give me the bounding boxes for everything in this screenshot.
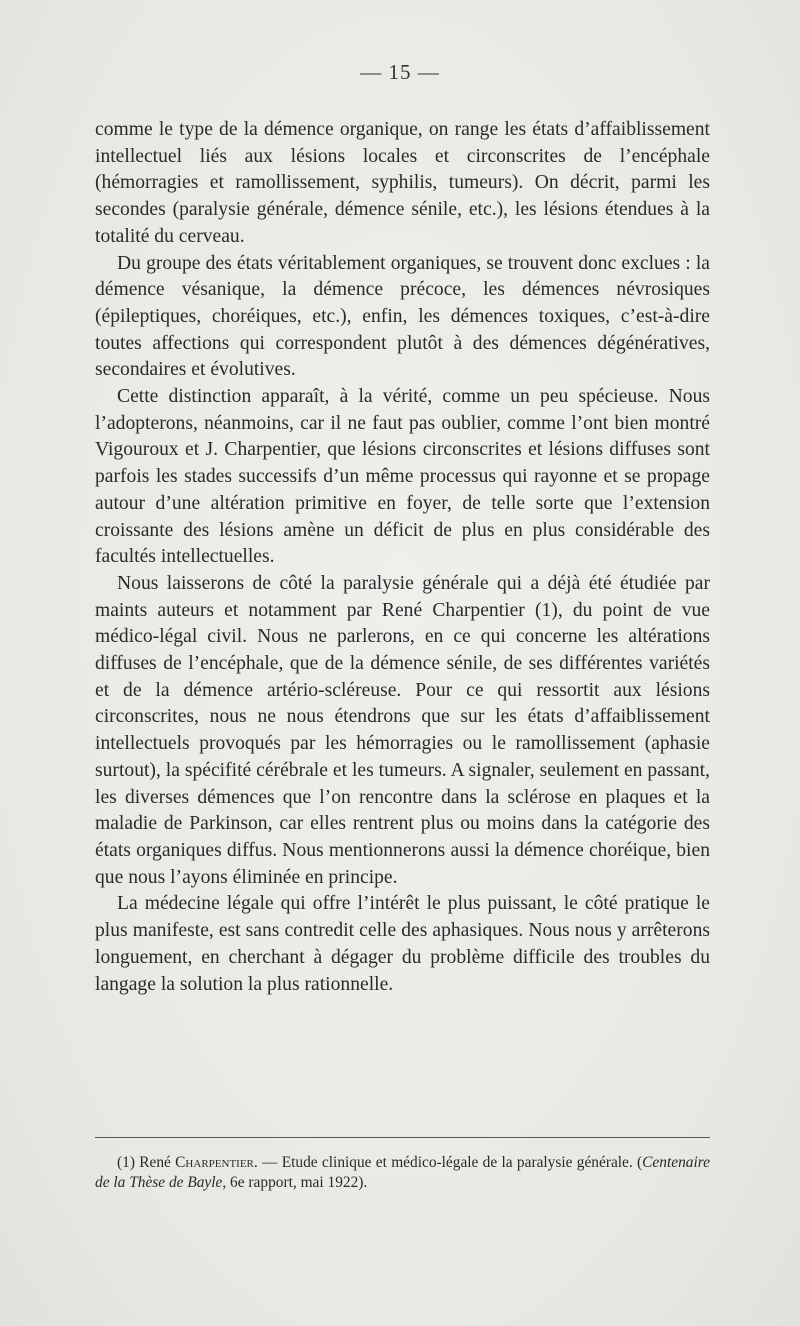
paragraph-5: La médecine légale qui offre l’intérêt le plus puissant, le côté pratique le plus manifeste, est sans contredit celle des aphasiques. Nous nous y arrêterons longuement, en cherchant à dégager du problème difficile des troubles du langage la solution la plus rationnelle. (95, 893, 710, 995)
footnote-author: Charpentier (175, 1154, 254, 1171)
footnote-text-1: . — Etude clinique et médico-légale de la paralysie générale. ( (253, 1154, 643, 1171)
paragraph-4: Nous laisserons de côté la paralysie générale qui a déjà été étudiée par maints auteurs et notamment par René Charpentier (1), du point de vue médico-légal civil. Nous ne parlerons, en ce qui concerne les altérations diffuses de l’encéphale, que de la démence sénile, de ses différentes variétés et de la démence artério-scléreuse. Pour ce qui ressortit aux lésions circonscrites, nous ne nous étendrons que sur les états d’affaiblissement intellectuels provoqués par les hémorragies ou le ramollissement (aphasie surtout), la spécifité cérébrale et les tumeurs. A signaler, seulement en passant, les diverses démences que l’on rencontre dans la sclérose en plaques et la maladie de Parkinson, car elles rentrent plus ou moins dans la catégorie des états organiques diffus. Nous mentionnerons aussi la démence choréique, bien que nous l’ayons éliminée en principe. (95, 572, 710, 888)
paragraph-1: comme le type de la démence organique, on range les états d’affaiblissement intellectuel liés aux lésions locales et circonscrites de l’encéphale (hémorragies et ramollissement, syphilis, tumeurs). On décrit, parmi les secondes (paralysie générale, démence sénile, etc.), les lésions étendues à la totalité du cerveau. (95, 119, 710, 247)
paragraph-2: Du groupe des états véritablement organiques, se trouvent donc exclues : la démence vésanique, la démence précoce, les démences névrosiques (épileptiques, choréiques, etc.), enfin, les démences toxiques, c’est-à-dire toutes affections qui correspondent plutôt à des démences dégénératives, secondaires et évolutives. (95, 252, 710, 381)
body-text (95, 117, 710, 998)
footnote-rule (95, 1137, 710, 1138)
footnote (95, 1153, 710, 1192)
footnote-marker: (1) René (117, 1154, 176, 1171)
footnote-text-2: , 6e rapport, mai 1922). (222, 1173, 368, 1191)
paragraph-3: Cette distinction apparaît, à la vérité, comme un peu spécieuse. Nous l’adopterons, néanmoins, car il ne faut pas oublier, comme l’ont bien montré Vigouroux et J. Charpentier, que lésions circonscrites et lésions diffuses sont parfois les stades successifs d’un même processus qui rayonne et se propage autour d’une altération primitive en foyer, de telle sorte que l’extension croissante des lésions amène un déficit de plus en plus considérable des facultés intellectuelles. (95, 386, 710, 568)
page-number: — 15 — (360, 60, 440, 84)
footnote-italic-title: Centenaire de la Thèse de Bayle (95, 1154, 710, 1191)
